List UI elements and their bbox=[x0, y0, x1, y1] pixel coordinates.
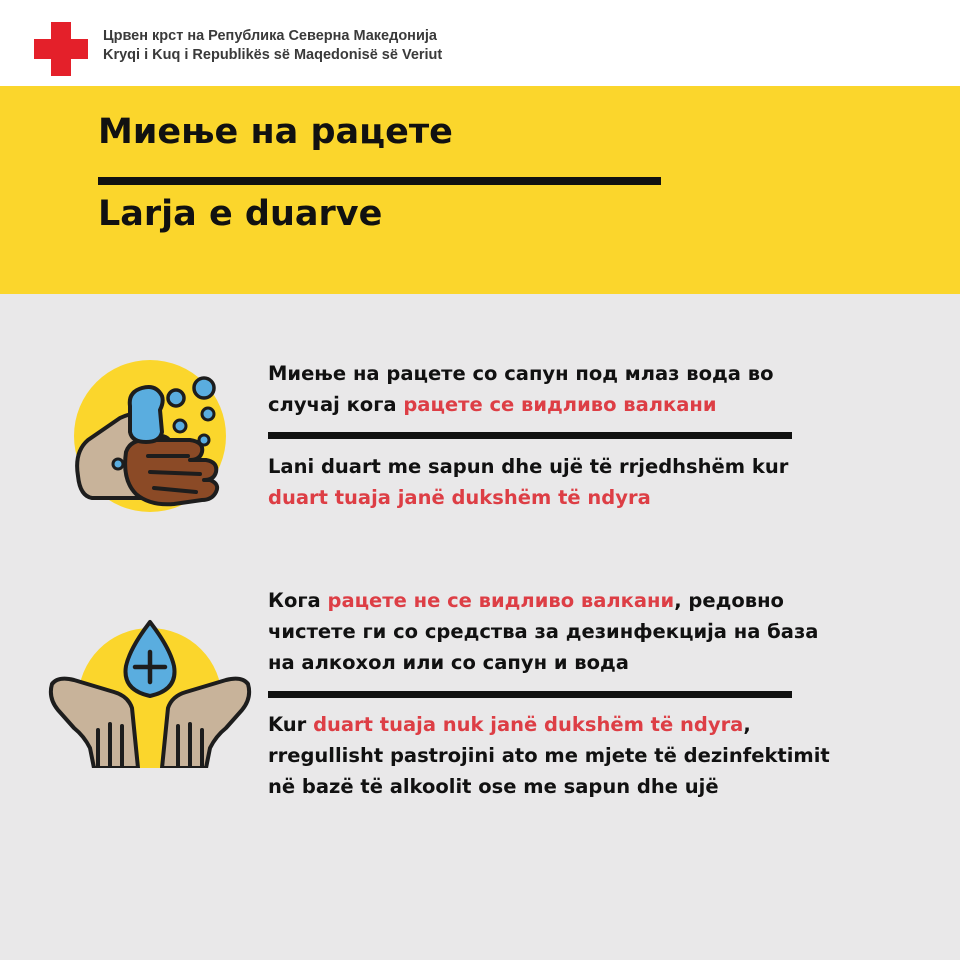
org-header bbox=[0, 0, 960, 86]
section2-divider bbox=[268, 691, 792, 698]
section2-mk-line1-suffix: , редовно bbox=[674, 589, 784, 612]
org-name-sq: Kryqi i Kuq i Republikës së Maqedonisë së Veriut bbox=[103, 47, 443, 63]
section1-divider bbox=[268, 432, 792, 439]
section2-text-mk bbox=[268, 585, 818, 678]
page-title-sq: Larja e duarve bbox=[98, 194, 383, 234]
section1-mk-line2-prefix: случај кога bbox=[268, 393, 404, 416]
section1-mk-highlight: рацете се видливо валкани bbox=[403, 393, 717, 416]
title-band bbox=[0, 86, 960, 294]
section2-mk-highlight: рацете не се видливо валкани bbox=[327, 589, 675, 612]
page-title-mk: Миење на рацете bbox=[98, 112, 453, 152]
section1-sq-line1: Lani duart me sapun dhe ujë të rrjedhshëm kur bbox=[268, 455, 789, 478]
section2-text-sq bbox=[268, 709, 830, 802]
section1-sq-highlight: duart tuaja janë dukshëm të ndyra bbox=[268, 486, 651, 509]
org-name bbox=[103, 27, 442, 65]
section1-mk-line2 bbox=[268, 389, 773, 420]
section2-sq-line1-suffix: , bbox=[743, 713, 751, 736]
section2-sq-highlight: duart tuaja nuk janë dukshëm të ndyra bbox=[313, 713, 744, 736]
section2-sq-line1 bbox=[268, 709, 830, 740]
section2-mk-line3: на алкохол или со сапун и вода bbox=[268, 651, 629, 674]
section1-mk-line1: Миење на рацете со сапун под млаз вода во bbox=[268, 362, 774, 385]
section2-sq-line3: në bazë të alkoolit ose me sapun dhe ujë bbox=[268, 775, 719, 798]
section2-sq-line2: rregullisht pastrojini ato me mjete të dezinfektimit bbox=[268, 744, 830, 767]
washing-hands-soap-icon bbox=[70, 356, 240, 516]
section2-mk-line2: чистете ги со средства за дезинфекција на база bbox=[268, 620, 819, 643]
section2-mk-line1-prefix: Кога bbox=[268, 589, 328, 612]
section2-mk-line1 bbox=[268, 585, 818, 616]
section1-text-mk bbox=[268, 358, 773, 420]
hand-sanitizer-drop-icon bbox=[48, 618, 252, 768]
red-cross-icon bbox=[34, 22, 88, 76]
org-name-mk: Црвен крст на Република Северна Македонија bbox=[103, 28, 437, 44]
title-divider bbox=[98, 177, 661, 185]
section2-sq-line1-prefix: Kur bbox=[268, 713, 314, 736]
section1-text-sq bbox=[268, 451, 788, 513]
